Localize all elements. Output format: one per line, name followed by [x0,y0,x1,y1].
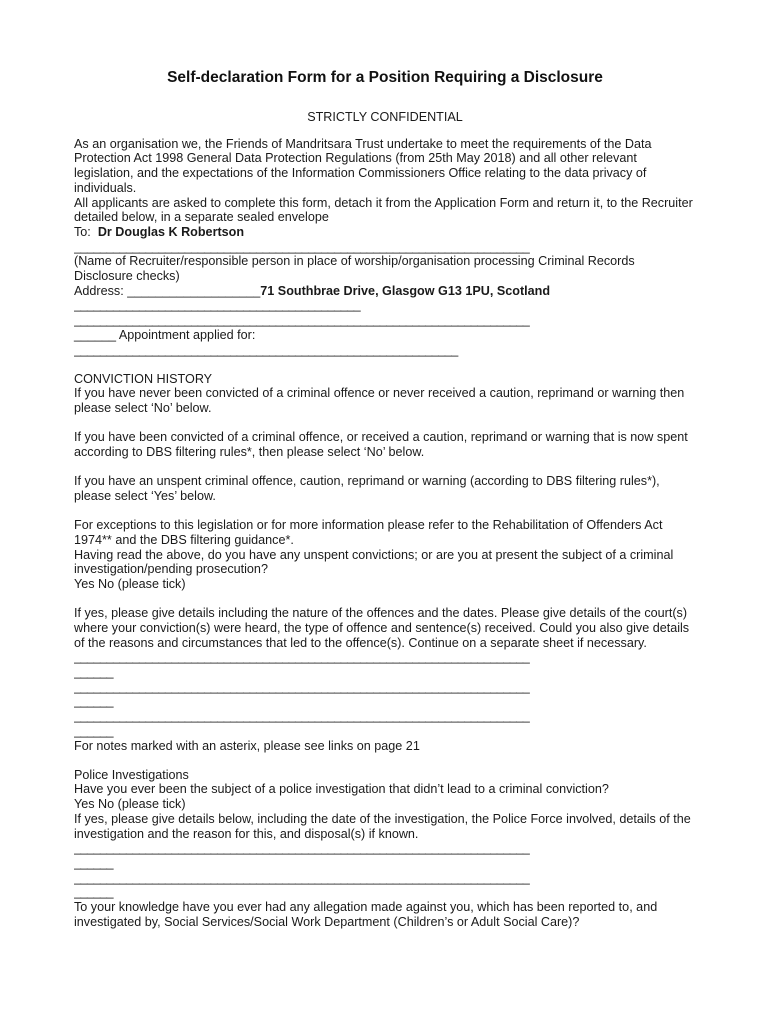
conviction-details-instructions: If yes, please give details including the nature of the offences and the dates. Please give details of the court(s) where your conviction(s) were heard, the type of offence and sentence(s) received. Could you also give details of the reasons and circumstances that led to the offence(s). Continue on a separate sheet if necessary. [74,606,690,650]
conviction-answer-rule-2[interactable]: ______________________________________________________________________ [74,679,530,694]
allegation-question: To your knowledge have you ever had any allegation made against you, which has been reported to, and investigated by, Social Services/Social Work Department (Children’s or Adult Social Care)? [74,900,658,929]
form-title: Self-declaration Form for a Position Requiring a Disclosure [167,69,603,86]
address-label: Address: [74,283,124,298]
intro-paragraph: As an organisation we, the Friends of Mandritsara Trust undertake to meet the requirements of the Data Protection Act 1998 General Data Protection Regulations (from 25th May 2018) and all other relevant legislation, and the expectations of the Information Commissioners Office relating to the data privacy of individuals. [74,136,652,195]
appointment-label: Appointment applied for: [118,327,256,342]
address-blank: ___________________ [127,283,261,298]
to-label: To: [74,224,91,239]
conviction-answer-rule-2b[interactable]: ______ [74,694,114,709]
conviction-answer-rule-1b[interactable]: ______ [74,665,114,679]
address-rule-2: ____________________________________________ [74,298,361,313]
police-yes-no[interactable]: Yes No (please tick) [74,797,186,812]
conviction-paragraph-3: If you have an unspent criminal offence, caution, reprimand or warning (according to DBS filtering rules*), please select ‘Yes’ below. [74,474,660,503]
recipient-rule: ______________________________________________________________________ [74,239,530,254]
address-line [74,284,696,299]
address-rule-3: ______________________________________________________________________ [74,313,530,328]
recipient-name: Dr Douglas K Robertson [97,224,245,239]
conviction-paragraph-2: If you have been convicted of a criminal offence, or received a caution, reprimand or warning that is now spent according to DBS filtering rules*, then please select ‘No’ below. [74,430,688,460]
conviction-paragraph-4: For exceptions to this legislation or for more information please refer to the Rehabilitation of Offenders Act 1974** and the DBS filtering guidance*. [74,518,663,547]
police-question: Have you ever been the subject of a police investigation that didn’t lead to a criminal conviction? [74,782,609,797]
address-value: 71 Southbrae Drive, Glasgow G13 1PU, Scotland [260,283,551,298]
conviction-question: Having read the above, do you have any unspent convictions; or are you at present the subject of a criminal investigation/pending prosecution? [74,547,674,577]
police-heading: Police Investigations [74,767,189,782]
appointment-rule: ___________________________________________________________ [74,342,458,357]
conviction-paragraph-1: If you have never been convicted of a criminal offence or never received a caution, reprimand or warning then please select ‘No’ below. [74,386,685,416]
form-page [74,68,696,929]
appointment-line [74,328,696,343]
police-answer-rule-2b[interactable]: ______ [74,885,114,900]
conviction-heading: CONVICTION HISTORY [74,371,213,386]
recipient-line [74,225,696,240]
conviction-answer-rule-3[interactable]: ______________________________________________________________________ [74,709,530,724]
recruiter-note: (Name of Recruiter/responsible person in place of worship/organisation processing Criminal Records Disclosure checks) [74,254,635,284]
conviction-answer-rule-1[interactable]: ______________________________________________________________________ [74,650,530,665]
instructions-paragraph: All applicants are asked to complete this form, detach it from the Application Form and return it, to the Recruiter detailed below, in a separate sealed envelope [74,195,693,225]
police-answer-rule-1b[interactable]: ______ [74,855,114,870]
police-answer-rule-1[interactable]: ______________________________________________________________________ [74,841,530,856]
conviction-answer-rule-3b[interactable]: ______ [74,723,114,738]
police-answer-rule-2[interactable]: ______________________________________________________________________ [74,870,530,885]
police-details-instructions: If yes, please give details below, including the date of the investigation, the Police Force involved, details of the investigation and the reason for this, and disposal(s) if known. [74,811,691,841]
appointment-prefix-rule: ______ [74,327,117,342]
confidential-label: STRICTLY CONFIDENTIAL [307,110,463,124]
asterix-notes: For notes marked with an asterix, please see links on page 21 [74,738,420,753]
conviction-yes-no[interactable]: Yes No (please tick) [74,576,186,591]
